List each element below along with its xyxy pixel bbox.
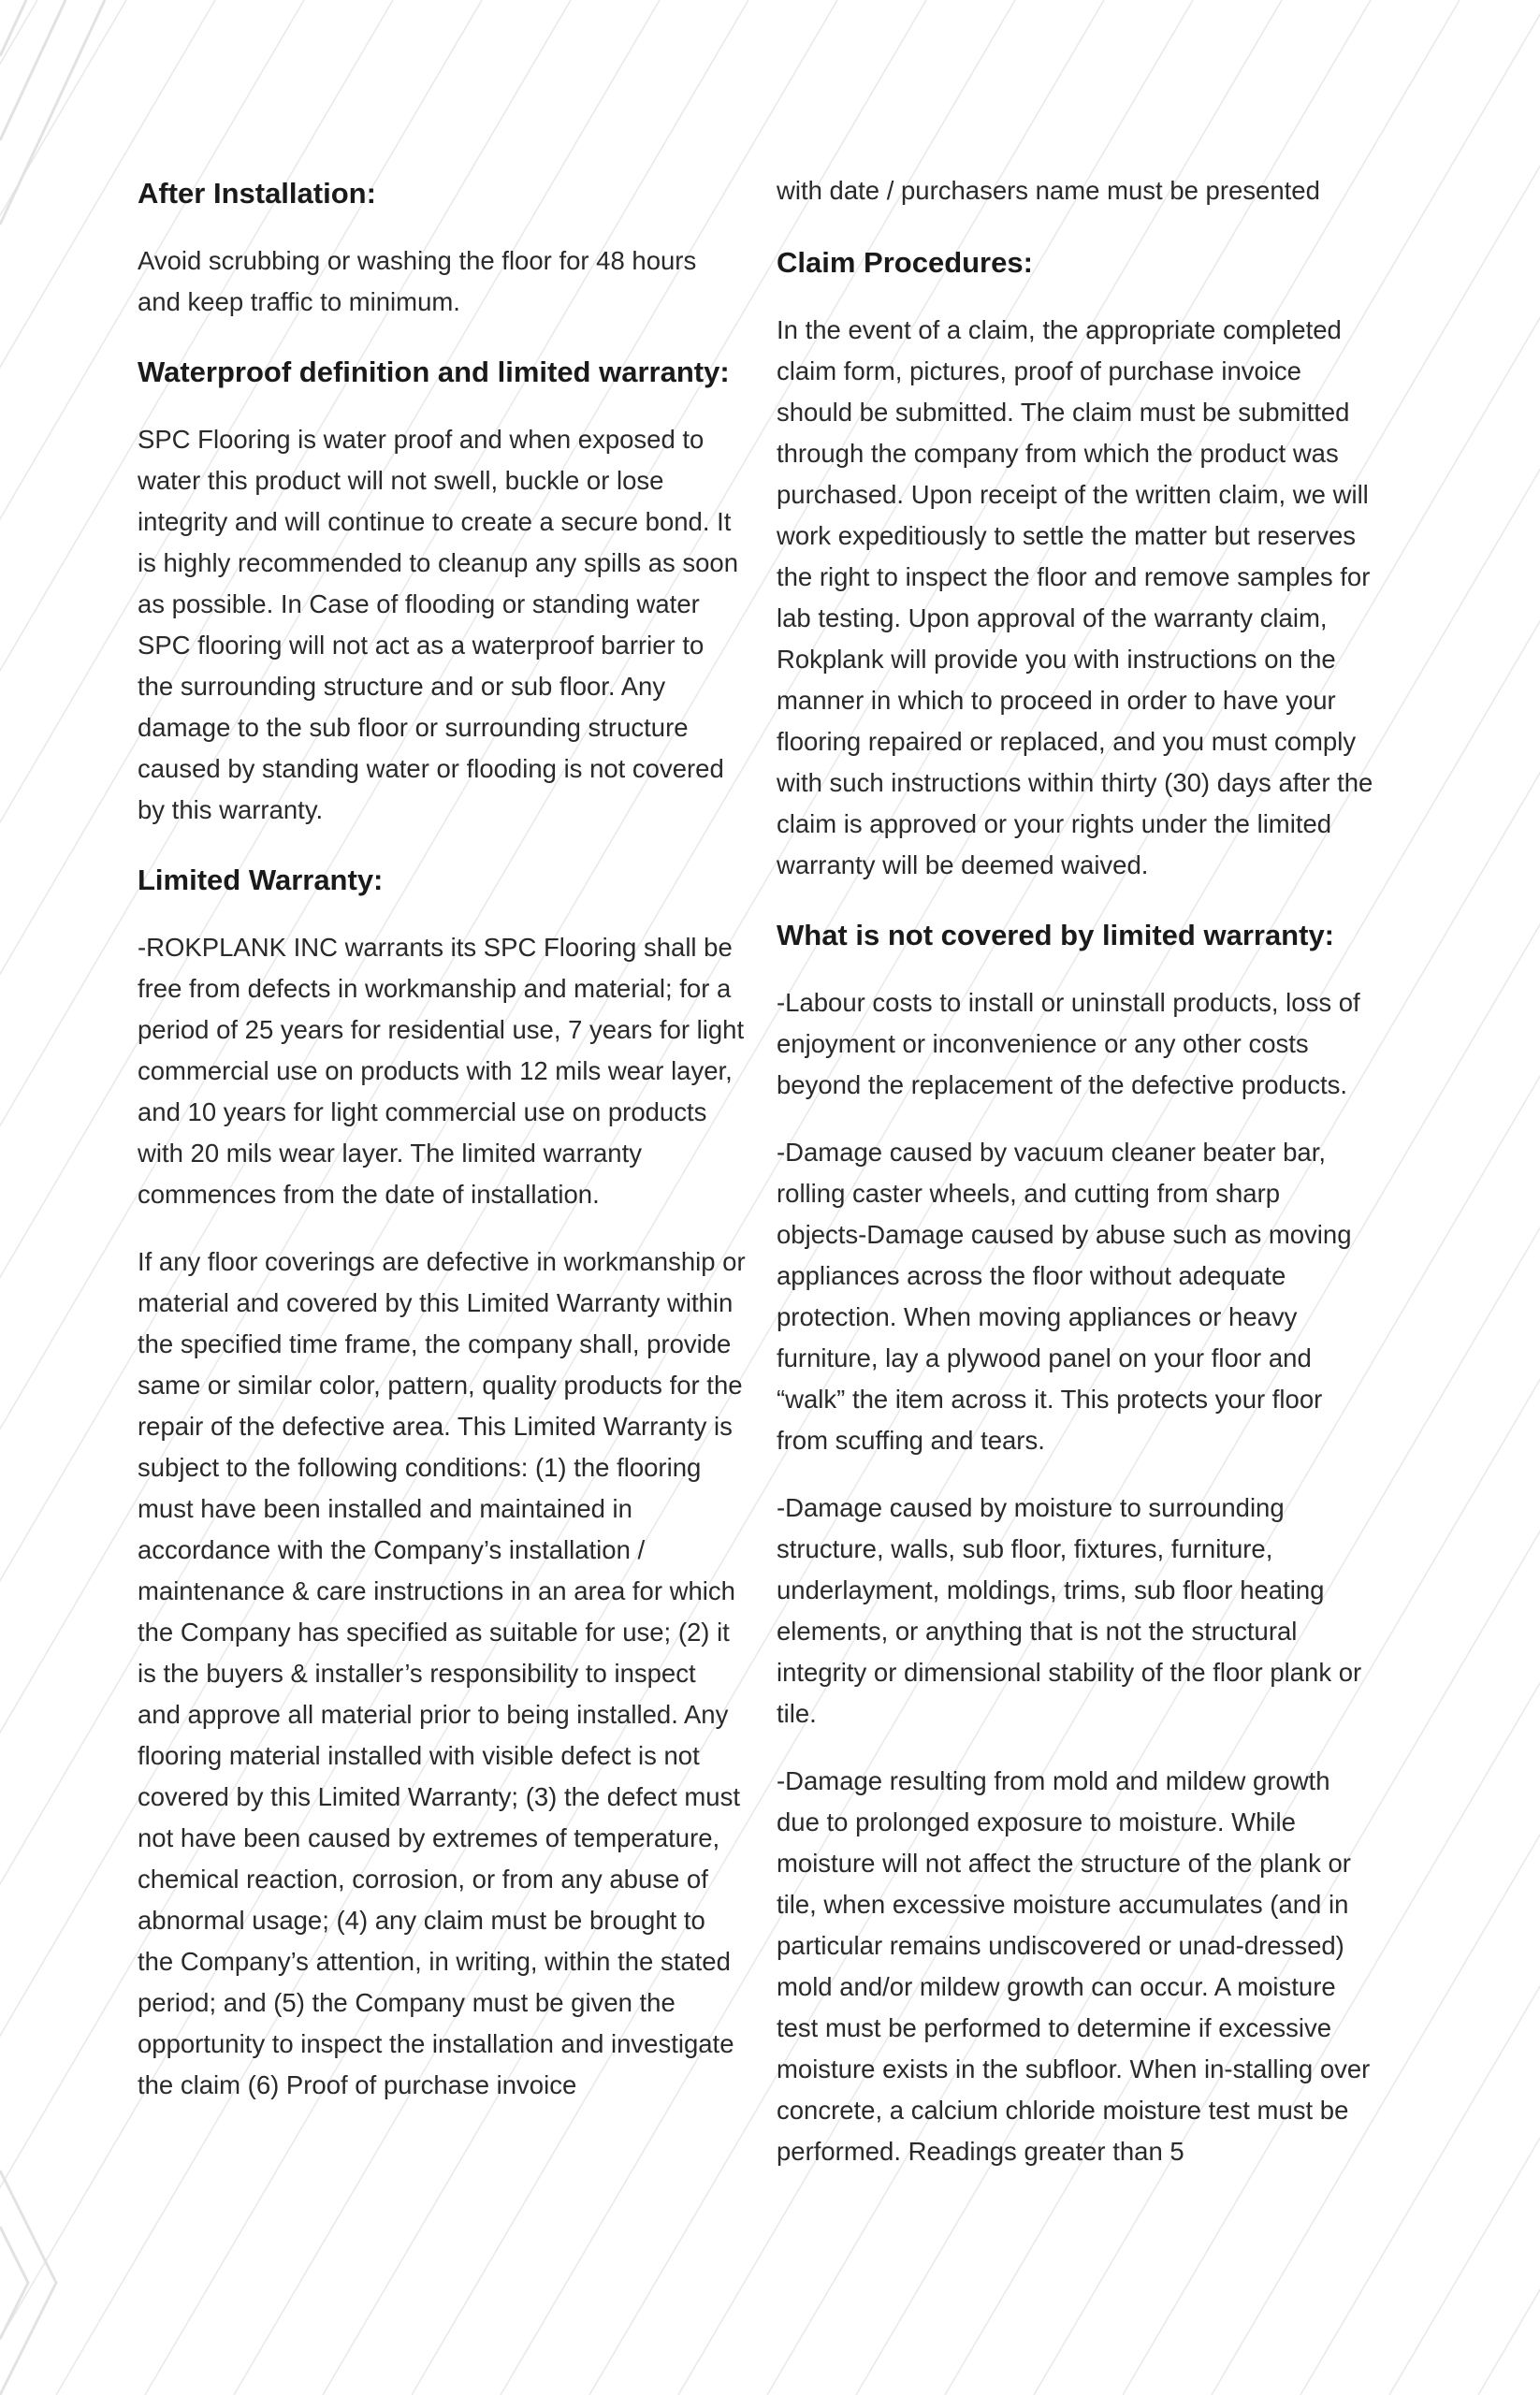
limited-warranty-paragraph-2: If any floor coverings are defective in workmanship or material and covered by this Limited Warranty within the specified time frame, the company shall, provide same or similar color, pattern, quality products for the repair of the defective area. This Limited Warranty is subject to the following conditions: (1) the flooring must have been installed and maintained in accordance with the Company’s installation / maintenance & care instructions in an area for which the Company has specified as suitable for use; (2) it is the buyers & installer’s responsibility to inspect and approve all material prior to being installed. Any flooring material installed with visible defect is not covered by this Limited Warranty; (3) the defect must not have been caused by extremes of temperature, chemical reaction, corrosion, or from any abuse of abnormal usage; (4) any claim must be brought to the Company’s attention, in writing, within the stated period; and (5) the Company must be given the opportunity to inspect the installation and investigate the claim (6) Proof of purchase invoice — [138, 1247, 746, 2099]
claim-procedures-heading: Claim Procedures: — [777, 246, 1033, 279]
after-installation-heading: After Installation: — [138, 177, 376, 210]
not-covered-item-damage-abuse: -Damage caused by vacuum cleaner beater bar, rolling caster wheels, and cutting from sharp objects-Damage caused by abuse such as moving appliances across the floor without adequate protection. When moving appliances or heavy furniture, lay a plywood panel on your floor and “walk” the item across it. This protects your floor from scuffing and tears. — [777, 1138, 1352, 1455]
claim-procedures-text: In the event of a claim, the appropriate completed claim form, pictures, proof of purchase invoice should be submitted. The claim must be submitted through the company from which the product was purchased. Upon receipt of the written claim, we will work expeditiously to settle the matter but reserves the right to inspect the floor and remove samples for lab testing. Upon approval of the warranty claim, Rokplank will provide you with instructions on the manner in which to proceed in order to have your flooring repaired or replaced, and you must comply with such instructions within thirty (30) days after the claim is approved or your rights under the limited warranty will be deemed waived. — [777, 315, 1373, 879]
waterproof-text: SPC Flooring is water proof and when exposed to water this product will not swell, buckle or lose integrity and will continue to create a secure bond. It is highly recommended to cleanup any spills as soon as possible. In Case of flooding or standing water SPC flooring will not act as a waterproof barrier to the surrounding structure and or sub floor. Any damage to the sub floor or surrounding structure caused by standing water or flooding is not covered by this warranty. — [138, 425, 739, 824]
limited-warranty-heading: Limited Warranty: — [138, 864, 384, 896]
waterproof-heading: Waterproof definition and limited warranty: — [138, 356, 730, 388]
not-covered-item-labour: -Labour costs to install or uninstall products, loss of enjoyment or inconvenience or any other costs beyond the replacement of the defective products. — [777, 988, 1360, 1099]
limited-warranty-paragraph-1: -ROKPLANK INC warrants its SPC Flooring shall be free from defects in workmanship and material; for a period of 25 years for residential use, 7 years for light commercial use on products with 12 mils wear layer, and 10 years for light commercial use on products with 20 mils wear layer. The limited warranty commences from the date of installation. — [138, 933, 745, 1209]
continuation-text: with date / purchasers name must be presented — [777, 176, 1320, 205]
not-covered-item-moisture: -Damage caused by moisture to surrounding structure, walls, sub floor, fixtures, furniture, underlayment, moldings, trims, sub floor heating elements, or anything that is not the structural integrity or dimensional stability of the floor plank or tile. — [777, 1493, 1362, 1728]
right-column — [777, 0, 1375, 2199]
left-column — [138, 0, 746, 2132]
after-installation-text: Avoid scrubbing or washing the floor for 48 hours and keep traffic to minimum. — [138, 246, 697, 316]
not-covered-heading: What is not covered by limited warranty: — [777, 919, 1335, 951]
not-covered-item-mold: -Damage resulting from mold and mildew growth due to prolonged exposure to moisture. While moisture will not affect the structure of the plank or tile, when excessive moisture accumulates (and in particular remains undiscovered or unad-dressed) mold and/or mildew growth can occur. A moisture test must be performed to determine if excessive moisture exists in the subfloor. When in-stalling over concrete, a calcium chloride moisture test must be performed. Readings greater than 5 — [777, 1766, 1371, 2166]
